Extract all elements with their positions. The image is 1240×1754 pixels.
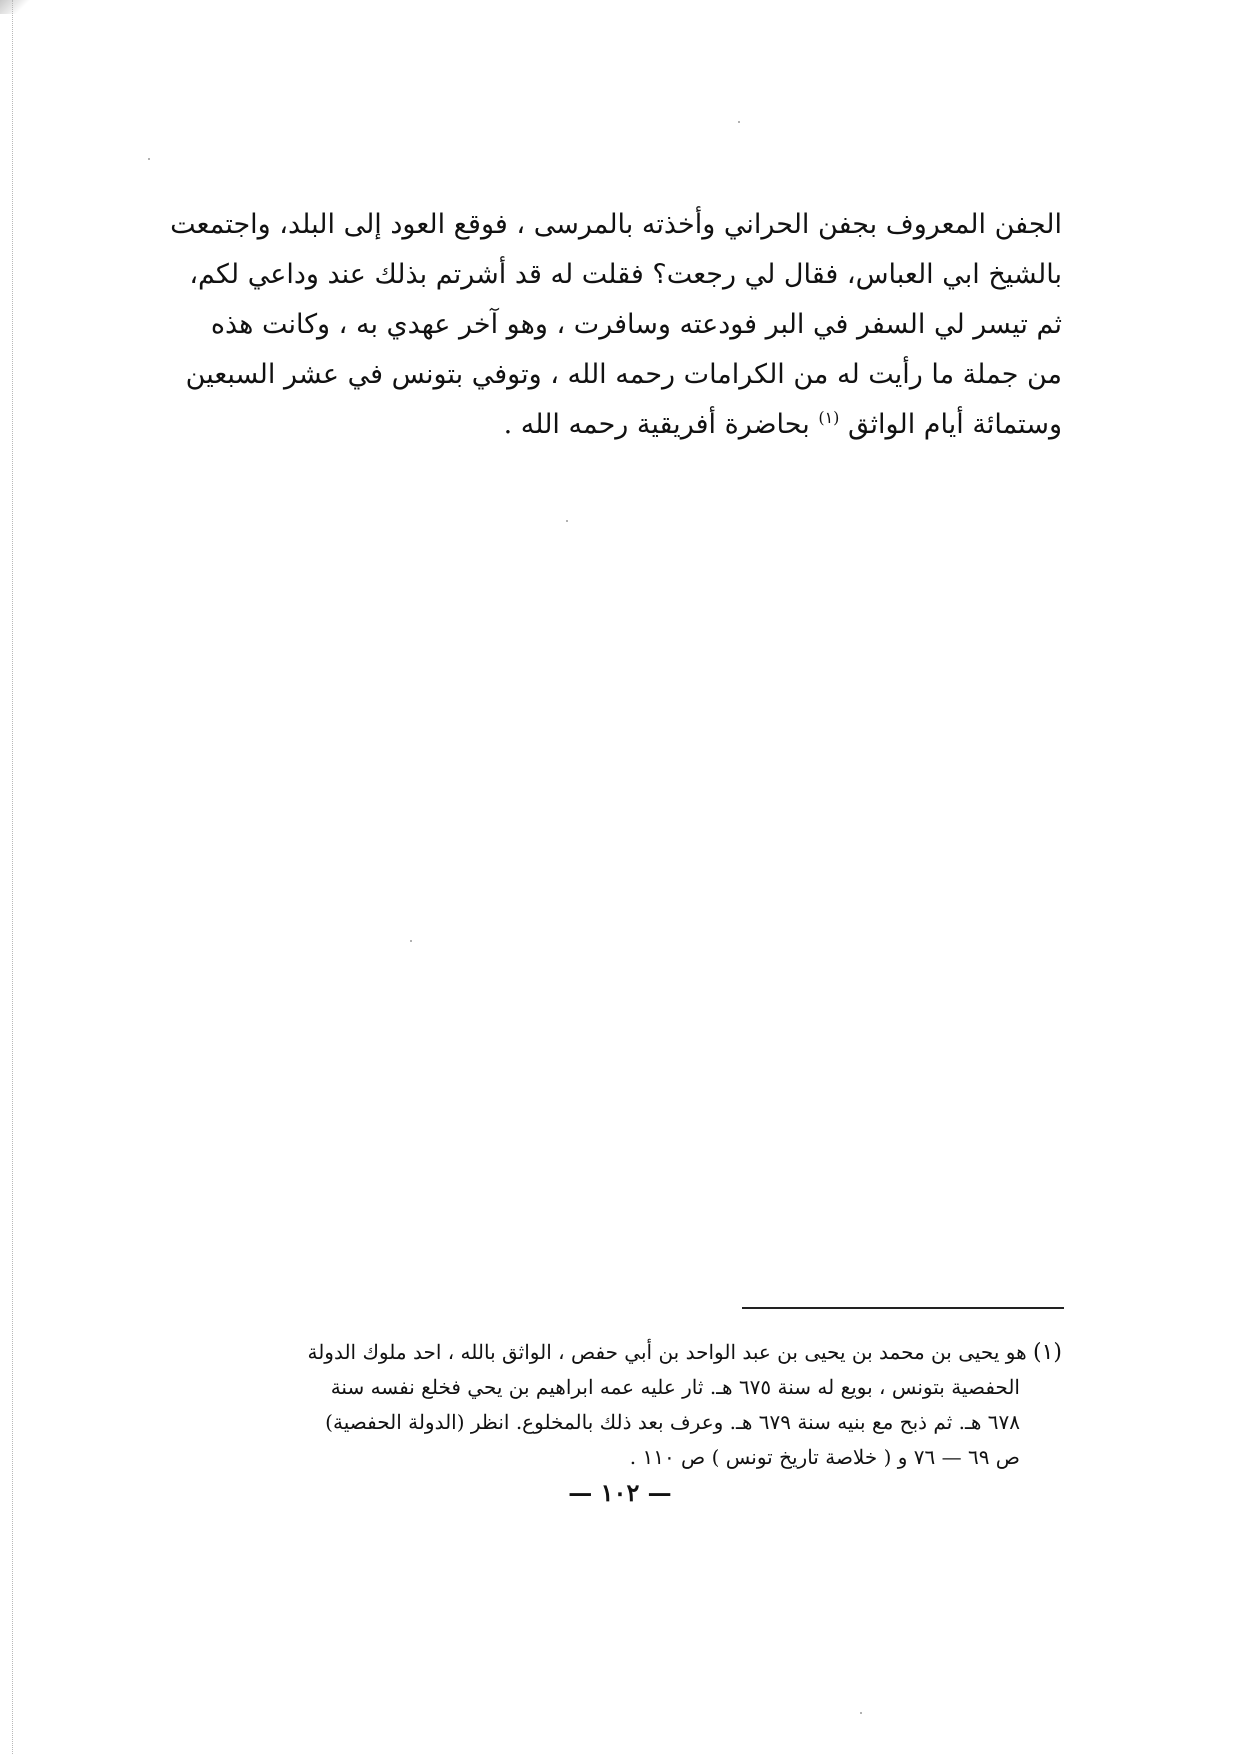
scan-speck — [860, 1712, 862, 1714]
body-line: ثم تيسر لي السفر في البر فودعته وسافرت ، وهو آخر عهدي به ، وكانت هذه — [210, 309, 1062, 340]
scan-speck — [738, 121, 740, 123]
body-text-segment: وستمائة أيام الواثق — [848, 409, 1062, 440]
footnote-text: هو يحيى بن محمد بن يحيى بن عبد الواحد بن أبي حفص ، الواثق بالله ، احد ملوك الدولة — [307, 1340, 1027, 1364]
body-line: الجفن المعروف بجفن الحراني وأخذته بالمرسى ، فوقع العود إلى البلد، واجتمعت — [170, 209, 1062, 240]
body-line: بالشيخ ابي العباس، فقال لي رجعت؟ فقلت له قد أشرتم بذلك عند وداعي لكم، — [189, 259, 1062, 290]
body-line-last — [182, 400, 1062, 450]
body-text-segment: بحاضرة أفريقية رحمه الله . — [503, 409, 810, 440]
page-number: — ١٠٢ — — [568, 1478, 672, 1507]
footnote-line: ٦٧٨ هـ. ثم ذبح مع بنيه سنة ٦٧٩ هـ. وعرف بعد ذلك بالمخلوع. انظر (الدولة الحفصية) — [325, 1410, 1020, 1434]
scan-edge-artifact — [12, 0, 13, 1754]
footnote-marker: (١) — [1032, 1340, 1062, 1365]
scan-speck — [410, 940, 412, 942]
footnotes-section — [182, 1335, 1062, 1475]
footnote-line — [182, 1335, 1062, 1370]
main-text-block — [170, 200, 1062, 450]
body-line: من جملة ما رأيت له من الكرامات رحمه الله ، وتوفي بتونس في عشر السبعين — [185, 359, 1062, 390]
footnote-1 — [182, 1335, 1062, 1475]
footnote-line: ص ٦٩ — ٧٦ و ( خلاصة تاريخ تونس ) ص ١١٠ . — [629, 1445, 1020, 1469]
footnote-line: الحفصية بتونس ، بويع له سنة ٦٧٥ هـ. ثار عليه عمه ابراهيم بن يحي فخلع نفسه سنة — [330, 1375, 1020, 1399]
footnote-separator — [742, 1307, 1064, 1309]
scan-corner-artifact — [0, 0, 30, 14]
scan-speck — [566, 520, 568, 522]
scan-speck — [148, 158, 150, 160]
footnote-reference: (١) — [818, 408, 840, 427]
